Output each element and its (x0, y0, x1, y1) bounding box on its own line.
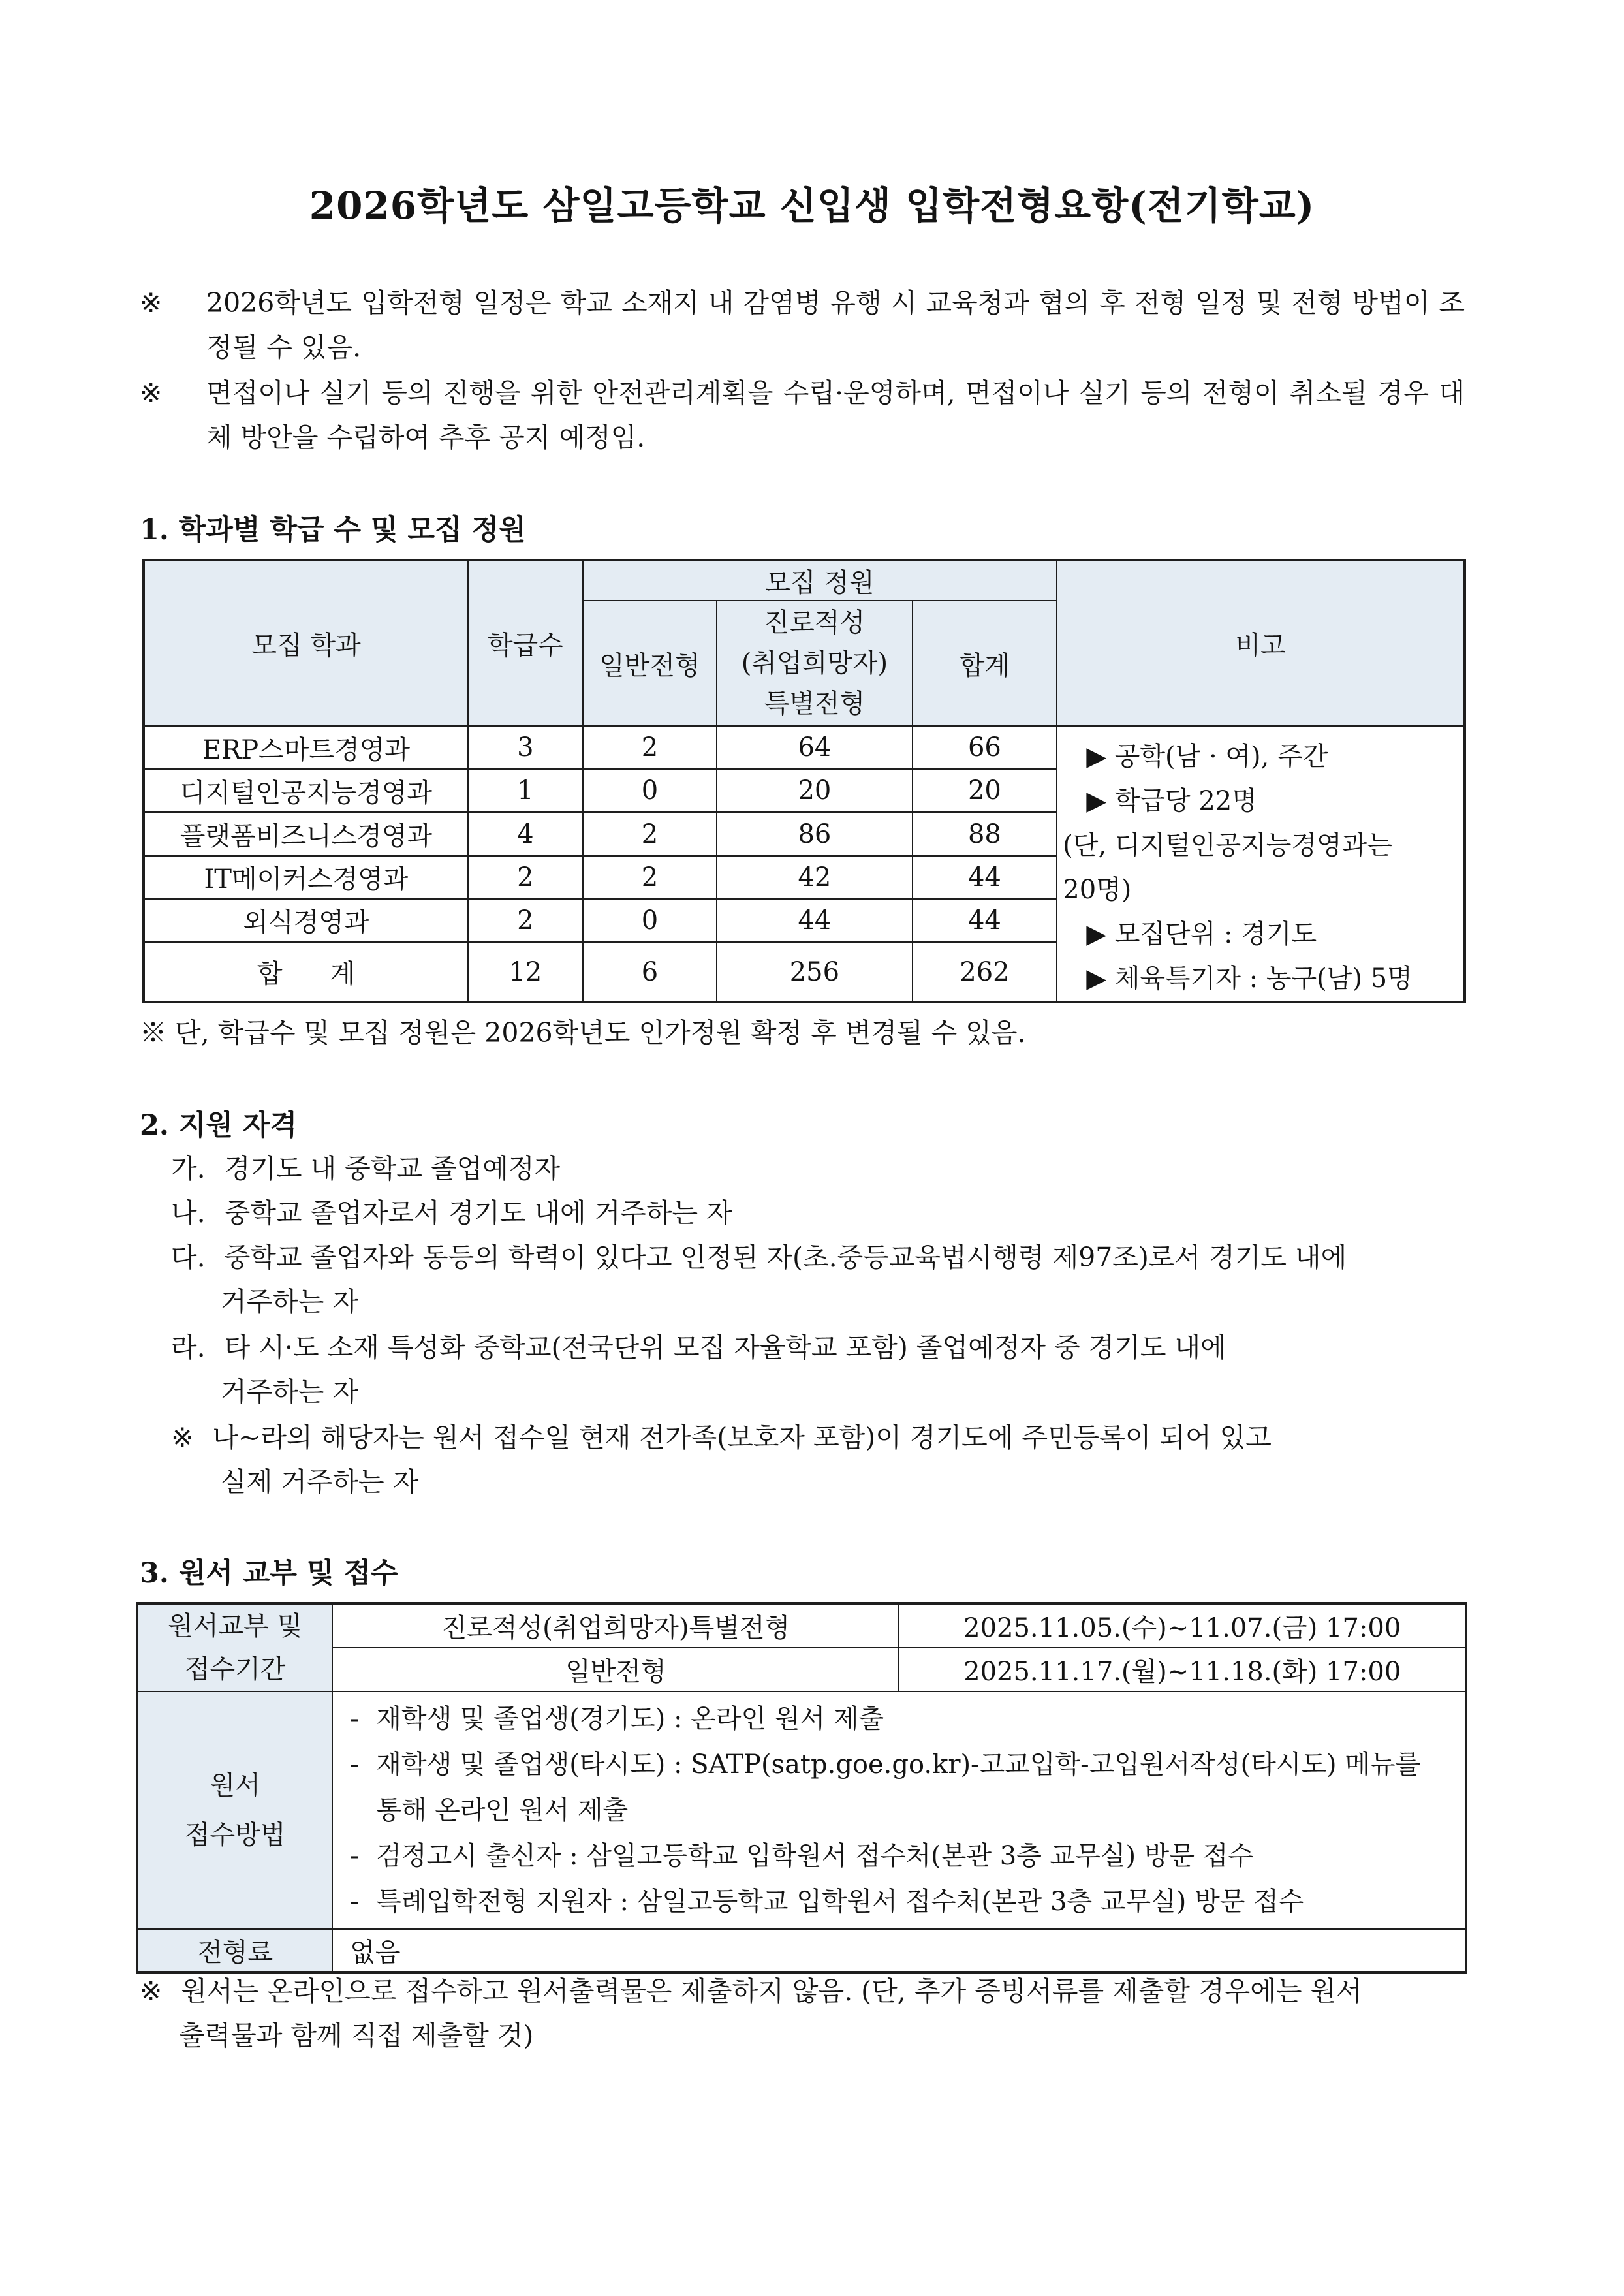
page-title: 2026학년도 삼일고등학교 신입생 입학전형요항(전기학교) (309, 183, 1315, 228)
method-dash: - (350, 1750, 359, 1780)
method-item (350, 1696, 1457, 1742)
header-remarks: 비고 (1057, 560, 1465, 726)
remark-line: 20명) (1063, 875, 1132, 905)
section-heading-eligibility: 2. 지원 자격 (140, 1109, 297, 1142)
method-text: 재학생 및 졸업생(타시도) : SATP(satp.goe.go.kr)-고교입학-고입원서작성(타시도) 메뉴를 (376, 1750, 1421, 1780)
cell-career: 86 (717, 812, 912, 855)
cell-sum: 88 (913, 812, 1057, 855)
item-label: 나. (171, 1197, 206, 1229)
method-list (332, 1691, 1466, 1929)
period-label (137, 1603, 332, 1691)
remark-line: (단, 디지털인공지능경영과는 (1063, 830, 1392, 860)
cell-sum: 20 (913, 769, 1057, 812)
item-label: ※ (171, 1422, 194, 1453)
eligibility-item (171, 1325, 1226, 1370)
quota-note: ※ 단, 학급수 및 모집 정원은 2026학년도 인가정원 확정 후 변경될 수 있음. (140, 1017, 1026, 1048)
cell-sum: 66 (913, 726, 1057, 769)
note-mark: ※ (140, 377, 163, 409)
table-row (144, 726, 1465, 769)
period-type: 진로적성(취업희망자)특별전형 (332, 1603, 899, 1648)
cell-dept: ERP스마트경영과 (144, 726, 468, 769)
item-text: 중학교 졸업자로서 경기도 내에 거주하는 자 (224, 1197, 732, 1229)
cell-general: 2 (583, 856, 717, 899)
header-dept: 모집 학과 (144, 560, 468, 726)
header-classes: 학급수 (468, 560, 583, 726)
note-text: 원서는 온라인으로 접수하고 원서출력물은 제출하지 않음. (단, 추가 증빙서류를 제출할 경우에는 원서 (181, 1975, 1362, 2007)
period-date: 2025.11.17.(월)~11.18.(화) 17:00 (899, 1648, 1466, 1692)
cell-dept: 합 계 (144, 942, 468, 1002)
method-text: 통해 온라인 원서 제출 (376, 1795, 629, 1825)
cell-classes: 12 (468, 942, 583, 1002)
item-text: 경기도 내 중학교 졸업예정자 (224, 1153, 561, 1184)
cell-dept: 플랫폼비즈니스경영과 (144, 812, 468, 855)
cell-general: 2 (583, 726, 717, 769)
method-text: 재학생 및 졸업생(경기도) : 온라인 원서 제출 (376, 1704, 884, 1734)
cell-career: 20 (717, 769, 912, 812)
period-label-line: 접수기간 (184, 1654, 286, 1684)
fee-label: 전형료 (137, 1929, 332, 1972)
item-text: 중학교 졸업자와 동등의 학력이 있다고 인정된 자(초.중등교육법시행령 제97조)로서 경기도 내에 (224, 1242, 1347, 1273)
cell-classes: 2 (468, 899, 583, 942)
cell-sum: 44 (913, 899, 1057, 942)
note-text: 2026학년도 입학전형 일정은 학교 소재지 내 감염병 유행 시 교육청과 협의 후 전형 일정 및 전형 방법이 조정될 수 있음. (206, 287, 1465, 363)
application-note (140, 1969, 1362, 2013)
method-label (137, 1691, 332, 1929)
cell-general: 2 (583, 812, 717, 855)
cell-dept: 외식경영과 (144, 899, 468, 942)
method-dash: - (350, 1704, 359, 1734)
item-continuation: 출력물과 함께 직접 제출할 것) (179, 2020, 534, 2051)
method-label-line: 접수방법 (184, 1820, 286, 1850)
cell-career: 44 (717, 899, 912, 942)
note-mark: ※ (140, 1975, 163, 2007)
eligibility-item (171, 1146, 560, 1191)
period-label-line: 원서교부 및 (168, 1611, 303, 1641)
eligibility-note (171, 1415, 1272, 1460)
method-item (350, 1879, 1457, 1925)
application-table (136, 1602, 1467, 1974)
item-continuation: 거주하는 자 (221, 1286, 359, 1317)
period-type: 일반전형 (332, 1648, 899, 1692)
cell-classes: 1 (468, 769, 583, 812)
method-dash: - (350, 1887, 359, 1917)
method-label-line: 원서 (210, 1770, 260, 1801)
item-continuation: 실제 거주하는 자 (221, 1466, 419, 1498)
method-text: 특례입학전형 지원자 : 삼일고등학교 입학원서 접수처(본관 3층 교무실) 방문 접수 (376, 1887, 1304, 1917)
header-quota: 모집 정원 (583, 560, 1057, 601)
cell-general: 0 (583, 899, 717, 942)
cell-dept: 디지털인공지능경영과 (144, 769, 468, 812)
item-continuation: 거주하는 자 (221, 1376, 359, 1407)
remark-line: ▶ 체육특기자 : 농구(남) 5명 (1086, 964, 1413, 994)
method-item-continuation (350, 1787, 1457, 1833)
cell-sum: 262 (913, 942, 1057, 1002)
cell-general: 6 (583, 942, 717, 1002)
note-schedule (140, 281, 1465, 370)
cell-career: 256 (717, 942, 912, 1002)
method-dash: - (350, 1841, 359, 1871)
note-mark: ※ (140, 287, 163, 319)
method-item (350, 1742, 1457, 1787)
item-text: 타 시·도 소재 특성화 중학교(전국단위 모집 자율학교 포함) 졸업예정자 중 경기도 내에 (224, 1332, 1226, 1363)
section-heading-application: 3. 원서 교부 및 접수 (140, 1557, 398, 1590)
section-heading-quota: 1. 학과별 학급 수 및 모집 정원 (140, 514, 526, 546)
item-label: 다. (171, 1242, 206, 1273)
header-general: 일반전형 (583, 601, 717, 726)
item-label: 라. (171, 1332, 206, 1363)
cell-sum: 44 (913, 856, 1057, 899)
method-item (350, 1833, 1457, 1879)
item-label: 가. (171, 1153, 206, 1184)
eligibility-item (171, 1235, 1347, 1280)
remark-line: ▶ 공학(남 · 여), 주간 (1086, 742, 1328, 772)
cell-classes: 3 (468, 726, 583, 769)
cell-dept: IT메이커스경영과 (144, 856, 468, 899)
item-text: 나~라의 해당자는 원서 접수일 현재 전가족(보호자 포함)이 경기도에 주민등록이 되어 있고 (212, 1422, 1272, 1453)
header-sum: 합계 (913, 601, 1057, 726)
cell-career: 42 (717, 856, 912, 899)
method-text: 검정고시 출신자 : 삼일고등학교 입학원서 접수처(본관 3층 교무실) 방문 접수 (376, 1841, 1254, 1871)
period-date: 2025.11.05.(수)~11.07.(금) 17:00 (899, 1603, 1466, 1648)
cell-classes: 4 (468, 812, 583, 855)
remark-line: ▶ 모집단위 : 경기도 (1086, 919, 1317, 949)
header-career: 진로적성 (취업희망자) 특별전형 (717, 601, 912, 726)
note-text: 면접이나 실기 등의 진행을 위한 안전관리계획을 수립·운영하며, 면접이나 실기 등의 전형이 취소될 경우 대체 방안을 수립하여 추후 공지 예정임. (206, 377, 1465, 453)
note-safety (140, 371, 1465, 460)
cell-classes: 2 (468, 856, 583, 899)
fee-value: 없음 (332, 1929, 1466, 1972)
eligibility-item (171, 1191, 732, 1235)
remark-line: ▶ 학급당 22명 (1086, 786, 1257, 816)
remarks-cell (1057, 726, 1465, 1002)
cell-general: 0 (583, 769, 717, 812)
quota-table (142, 559, 1466, 1003)
cell-career: 64 (717, 726, 912, 769)
